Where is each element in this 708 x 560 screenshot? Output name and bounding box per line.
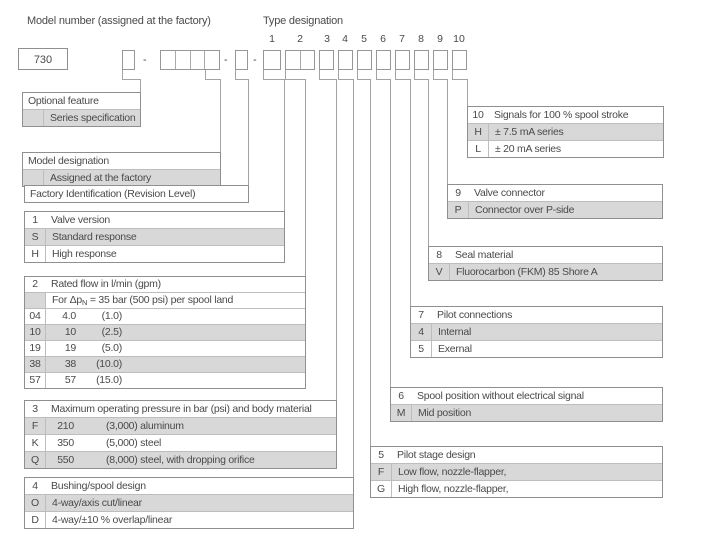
table-seal-material xyxy=(428,246,663,281)
connector-line xyxy=(248,79,249,185)
table-header xyxy=(25,212,284,228)
connector-line xyxy=(285,70,286,79)
connector-line xyxy=(122,70,123,79)
table-bushing-spool-design xyxy=(24,477,354,529)
table-valve-connector xyxy=(447,184,663,219)
row-code: F xyxy=(25,418,46,434)
row-code xyxy=(23,170,44,186)
table-spool-position xyxy=(390,387,663,422)
type-box-2-cell xyxy=(286,51,301,69)
position-number-4: 4 xyxy=(342,33,348,45)
connector-line xyxy=(338,70,339,79)
connector-line xyxy=(336,79,337,400)
row-text: High response xyxy=(52,248,117,260)
flow-gpm: (15.0) xyxy=(96,374,122,386)
row-code: H xyxy=(25,246,46,262)
connector-line xyxy=(410,79,411,306)
table-header xyxy=(429,247,662,263)
connector-line xyxy=(357,79,370,80)
flow-lmin: 38 xyxy=(64,358,76,370)
table-row xyxy=(25,434,336,451)
row-code: 10 xyxy=(25,325,46,340)
table-header xyxy=(25,401,336,417)
pressure-bar: 350 xyxy=(57,437,74,449)
connector-line xyxy=(235,79,248,80)
table-num: 9 xyxy=(455,187,461,199)
position-number-7: 7 xyxy=(399,33,405,45)
pressure-bar: 550 xyxy=(57,454,74,466)
table-num: 5 xyxy=(378,449,384,461)
table-row xyxy=(25,511,353,528)
row-text: Standard response xyxy=(52,231,137,243)
table-header xyxy=(391,388,662,404)
connector-line xyxy=(390,79,391,387)
dash-separator: - xyxy=(143,54,147,66)
table-valve-version xyxy=(24,211,285,263)
designation-cell xyxy=(205,51,219,69)
flow-lmin: 10 xyxy=(64,326,76,338)
table-row xyxy=(25,451,336,468)
flow-gpm: (1.0) xyxy=(101,310,122,322)
connector-line xyxy=(284,79,285,211)
table-title: Maximum operating pressure in bar (psi) and body material xyxy=(51,403,312,415)
connector-line xyxy=(205,70,206,79)
row-code: Q xyxy=(25,452,46,468)
row-text: Exernal xyxy=(438,343,472,355)
table-subheader xyxy=(25,292,305,308)
row-code: F xyxy=(371,464,392,480)
connector-line xyxy=(414,79,428,80)
position-number-5: 5 xyxy=(361,33,367,45)
connector-line xyxy=(140,79,141,92)
table-title: Rated flow in l/min (gpm) xyxy=(51,278,161,290)
row-text: (3,000) aluminum xyxy=(106,420,184,432)
table-title: Factory Identification (Revision Level) xyxy=(30,188,196,200)
connector-line xyxy=(338,79,353,80)
row-code: S xyxy=(25,229,46,245)
row-code: 5 xyxy=(411,341,432,357)
designation-cell xyxy=(191,51,206,69)
position-number-9: 9 xyxy=(437,33,443,45)
row-text: Mid position xyxy=(418,407,472,419)
type-box-6 xyxy=(376,50,391,70)
row-code xyxy=(23,110,44,126)
row-code: V xyxy=(429,264,450,280)
connector-line xyxy=(395,79,410,80)
connector-line xyxy=(305,79,306,276)
type-box-3 xyxy=(319,50,334,70)
table-header xyxy=(23,93,140,109)
row-code: L xyxy=(468,141,489,157)
table-title: Pilot connections xyxy=(437,309,513,321)
subheader-subscript: N xyxy=(82,298,88,307)
position-number-10: 10 xyxy=(453,33,465,45)
table-row xyxy=(25,356,305,372)
table-signals xyxy=(467,106,664,158)
row-code: M xyxy=(391,405,412,421)
connector-line xyxy=(452,70,453,79)
flow-gpm: (10.0) xyxy=(96,358,122,370)
position-number-6: 6 xyxy=(380,33,386,45)
flow-gpm: (5.0) xyxy=(101,342,122,354)
table-header xyxy=(411,307,662,323)
flow-lmin: 4.0 xyxy=(62,310,76,322)
table-num: 3 xyxy=(32,403,38,415)
pressure-bar: 210 xyxy=(57,420,74,432)
table-num: 8 xyxy=(436,249,442,261)
table-operating-pressure xyxy=(24,400,337,469)
connector-line xyxy=(433,79,447,80)
table-header xyxy=(371,447,662,463)
type-box-7 xyxy=(395,50,410,70)
table-num: 6 xyxy=(398,390,404,402)
type-box-5 xyxy=(357,50,372,70)
row-text: Series specification xyxy=(50,112,136,124)
table-header xyxy=(25,277,305,292)
table-title: Signals for 100 % spool stroke xyxy=(494,109,629,121)
connector-line xyxy=(353,79,354,477)
connector-line xyxy=(452,79,467,80)
connector-line xyxy=(263,79,284,80)
connector-line xyxy=(376,79,390,80)
table-title: Valve version xyxy=(51,214,111,226)
table-row xyxy=(25,324,305,340)
table-row xyxy=(25,340,305,356)
connector-line xyxy=(376,70,377,79)
connector-line xyxy=(220,79,221,152)
row-code: 57 xyxy=(25,373,46,388)
table-row xyxy=(23,109,140,126)
row-text: Assigned at the factory xyxy=(50,172,152,184)
table-title: Pilot stage design xyxy=(397,449,476,461)
table-num: 7 xyxy=(418,309,424,321)
connector-line xyxy=(395,70,396,79)
table-row xyxy=(468,140,663,157)
row-text: Connector over P-side xyxy=(475,204,575,216)
position-number-1: 1 xyxy=(269,33,275,45)
row-code xyxy=(25,293,46,308)
table-row xyxy=(25,494,353,511)
row-text: ± 7.5 mA series xyxy=(495,126,564,138)
dash-separator: - xyxy=(253,54,257,66)
connector-line xyxy=(370,79,371,446)
connector-line xyxy=(263,70,264,79)
row-text: 4-way/axis cut/linear xyxy=(52,497,142,509)
flow-gpm: (2.5) xyxy=(101,326,122,338)
subheader-text xyxy=(46,293,305,308)
table-row xyxy=(25,228,284,245)
table-header xyxy=(448,185,662,201)
position-number-2: 2 xyxy=(297,33,303,45)
type-box-4 xyxy=(338,50,353,70)
flow-lmin: 57 xyxy=(64,374,76,386)
connector-line xyxy=(122,79,140,80)
table-row xyxy=(468,123,663,140)
table-row xyxy=(411,323,662,340)
table-num: 1 xyxy=(32,214,38,226)
model-designation-boxes xyxy=(160,50,220,70)
table-num: 4 xyxy=(32,480,38,492)
subheader-prefix: For Δp xyxy=(52,294,83,306)
model-designation-table xyxy=(22,152,221,187)
row-text: Internal xyxy=(438,326,472,338)
table-row xyxy=(23,169,220,186)
row-text: Fluorocarbon (FKM) 85 Shore A xyxy=(456,266,598,278)
connector-line xyxy=(447,79,448,184)
subheader-rest: = 35 bar (500 psi) per spool land xyxy=(87,294,234,306)
row-code: 19 xyxy=(25,341,46,356)
connector-line xyxy=(467,79,468,106)
factory-identification-table xyxy=(24,185,249,203)
type-box-1 xyxy=(263,50,281,70)
table-num: 10 xyxy=(472,109,484,121)
type-box-10 xyxy=(452,50,467,70)
designation-cell xyxy=(161,51,176,69)
connector-line xyxy=(433,70,434,79)
model-number-box: 730 xyxy=(18,48,68,70)
table-row xyxy=(371,463,662,480)
connector-line xyxy=(414,70,415,79)
designation-cell xyxy=(176,51,191,69)
table-header xyxy=(468,107,663,123)
row-text: Low flow, nozzle-flapper, xyxy=(398,466,507,478)
row-text: ± 20 mA series xyxy=(495,143,561,155)
table-pilot-connections xyxy=(410,306,663,358)
table-row xyxy=(448,201,662,218)
row-code: O xyxy=(25,495,46,511)
table-row xyxy=(429,263,662,280)
row-code: G xyxy=(371,481,392,497)
row-code: P xyxy=(448,202,469,218)
type-box-9 xyxy=(433,50,448,70)
table-row xyxy=(25,417,336,434)
table-row xyxy=(25,308,305,324)
row-code: 38 xyxy=(25,357,46,372)
row-code: 4 xyxy=(411,324,432,340)
connector-line xyxy=(357,70,358,79)
table-title: Model designation xyxy=(28,155,109,167)
model-number-label: Model number (assigned at the factory) xyxy=(27,15,211,27)
dash-separator: - xyxy=(224,54,228,66)
optional-feature-box xyxy=(122,50,135,70)
table-row xyxy=(391,404,662,421)
factory-identification-box xyxy=(235,50,248,70)
row-code: K xyxy=(25,435,46,451)
type-box-8 xyxy=(414,50,429,70)
table-row xyxy=(371,480,662,497)
type-designation-label: Type designation xyxy=(263,15,343,27)
row-text: 4-way/±10 % overlap/linear xyxy=(52,514,173,526)
connector-line xyxy=(205,79,220,80)
table-title: Bushing/spool design xyxy=(51,480,146,492)
row-text: (5,000) steel xyxy=(106,437,162,449)
row-code: D xyxy=(25,512,46,528)
position-number-3: 3 xyxy=(324,33,330,45)
table-row xyxy=(411,340,662,357)
table-row xyxy=(25,372,305,388)
row-text: High flow, nozzle-flapper, xyxy=(398,483,509,495)
connector-line xyxy=(319,70,320,79)
connector-line xyxy=(319,79,336,80)
row-code: 04 xyxy=(25,309,46,324)
connector-line xyxy=(428,79,429,246)
connector-line xyxy=(285,79,305,80)
table-title: Spool position without electrical signal xyxy=(417,390,584,402)
table-pilot-stage-design xyxy=(370,446,663,498)
table-title: Valve connector xyxy=(474,187,545,199)
table-header xyxy=(23,153,220,169)
type-box-2-cell xyxy=(301,51,315,69)
optional-feature-table xyxy=(22,92,141,127)
connector-line xyxy=(235,70,236,79)
row-code: H xyxy=(468,124,489,140)
table-rated-flow xyxy=(24,276,306,389)
row-text: (8,000) steel, with dropping orifice xyxy=(106,454,255,466)
table-title: Seal material xyxy=(455,249,514,261)
flow-lmin: 19 xyxy=(64,342,76,354)
position-number-8: 8 xyxy=(418,33,424,45)
table-row xyxy=(25,245,284,262)
type-box-2 xyxy=(285,50,315,70)
table-num: 2 xyxy=(32,278,38,290)
table-title: Optional feature xyxy=(28,95,99,107)
table-header xyxy=(25,478,353,494)
